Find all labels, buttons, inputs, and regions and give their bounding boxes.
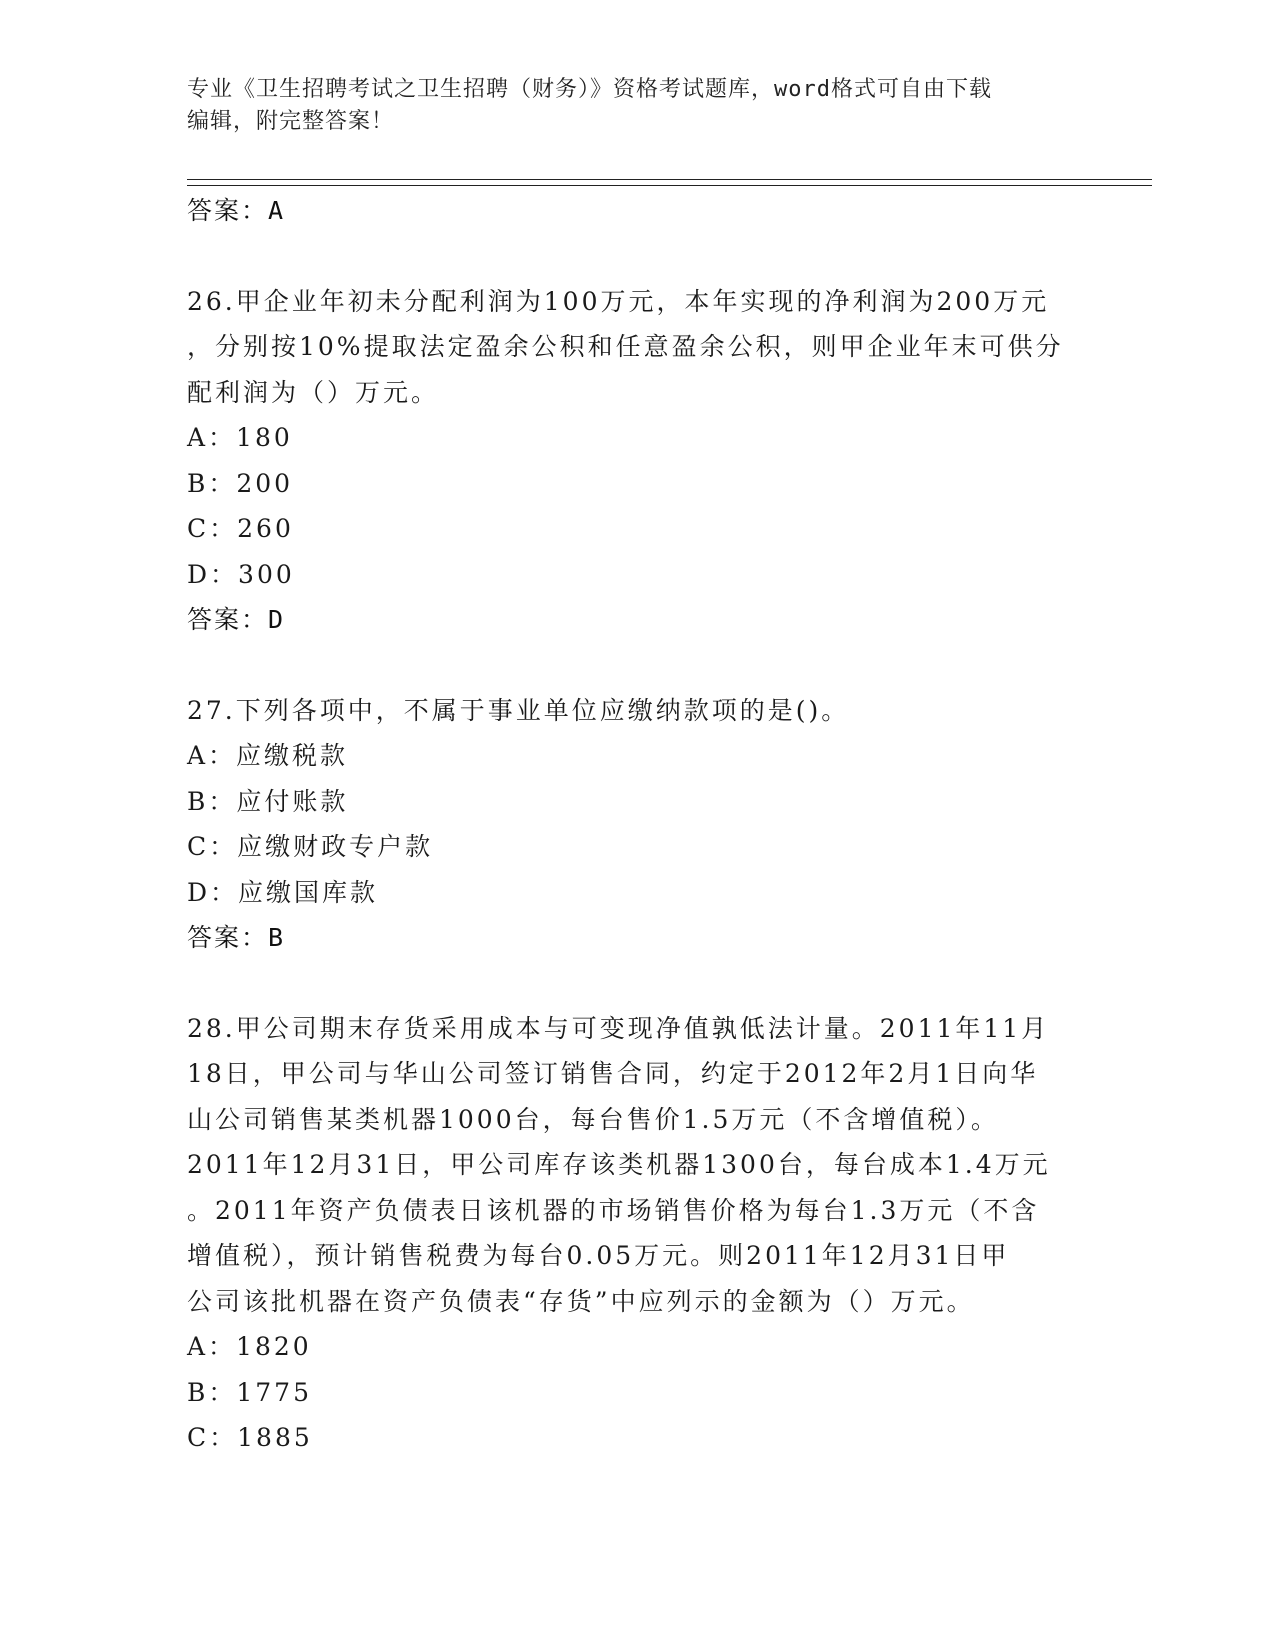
question-26-line-3: 配利润为（）万元。	[187, 377, 440, 407]
spacer	[187, 234, 1087, 279]
question-28	[187, 1006, 1087, 1461]
previous-answer: 答案：A	[187, 196, 286, 225]
question-26-line-2: ，分别按10%提取法定盈余公积和任意盈余公积，则甲企业年末可供分	[187, 332, 1064, 361]
header-line-1: 专业《卫生招聘考试之卫生招聘（财务）》资格考试题库，word格式可自由下载	[187, 77, 992, 102]
header-divider	[187, 179, 1152, 186]
question-content	[187, 188, 1087, 1461]
question-26-answer: 答案：D	[187, 605, 286, 634]
question-26	[187, 279, 1087, 643]
question-27-option-b: B：应付账款	[187, 786, 349, 816]
question-27-option-d: D：应缴国库款	[187, 877, 379, 907]
question-27-line-1: 27.下列各项中，不属于事业单位应缴纳款项的是()。	[187, 695, 850, 725]
question-27-option-a: A：应缴税款	[187, 741, 349, 770]
question-27-answer: 答案：B	[187, 923, 286, 952]
question-28-line-2: 18日，甲公司与华山公司签订销售合同，约定于2012年2月1日向华	[187, 1059, 1039, 1088]
spacer	[187, 961, 1087, 1006]
question-28-line-3: 山公司销售某类机器1000台，每台售价1.5万元（不含增值税）。	[187, 1104, 999, 1134]
page-header	[187, 74, 1067, 138]
spacer	[187, 643, 1087, 688]
question-28-line-7: 公司该批机器在资产负债表“存货”中应列示的金额为（）万元。	[187, 1286, 975, 1316]
question-28-option-b: B：1775	[187, 1377, 312, 1407]
question-27-option-c: C：应缴财政专户款	[187, 832, 434, 861]
question-28-option-c: C：1885	[187, 1423, 313, 1452]
question-26-option-b: B：200	[187, 468, 294, 498]
question-26-option-d: D：300	[187, 559, 295, 589]
question-28-line-5: 。2011年资产负债表日该机器的市场销售价格为每台1.3万元（不含	[187, 1195, 1040, 1225]
question-26-option-a: A：180	[187, 423, 293, 452]
question-26-line-1: 26.甲企业年初未分配利润为100万元，本年实现的净利润为200万元	[187, 286, 1050, 316]
header-line-2: 编辑，附完整答案！	[187, 109, 395, 134]
question-28-line-4: 2011年12月31日，甲公司库存该类机器1300台，每台成本1.4万元	[187, 1150, 1051, 1179]
question-26-option-c: C：260	[187, 514, 294, 543]
question-28-line-1: 28.甲公司期末存货采用成本与可变现净值孰低法计量。2011年11月	[187, 1013, 1050, 1043]
question-28-option-a: A：1820	[187, 1332, 312, 1361]
question-27	[187, 688, 1087, 961]
question-28-line-6: 增值税），预计销售税费为每台0.05万元。则2011年12月31日甲	[187, 1241, 1010, 1270]
